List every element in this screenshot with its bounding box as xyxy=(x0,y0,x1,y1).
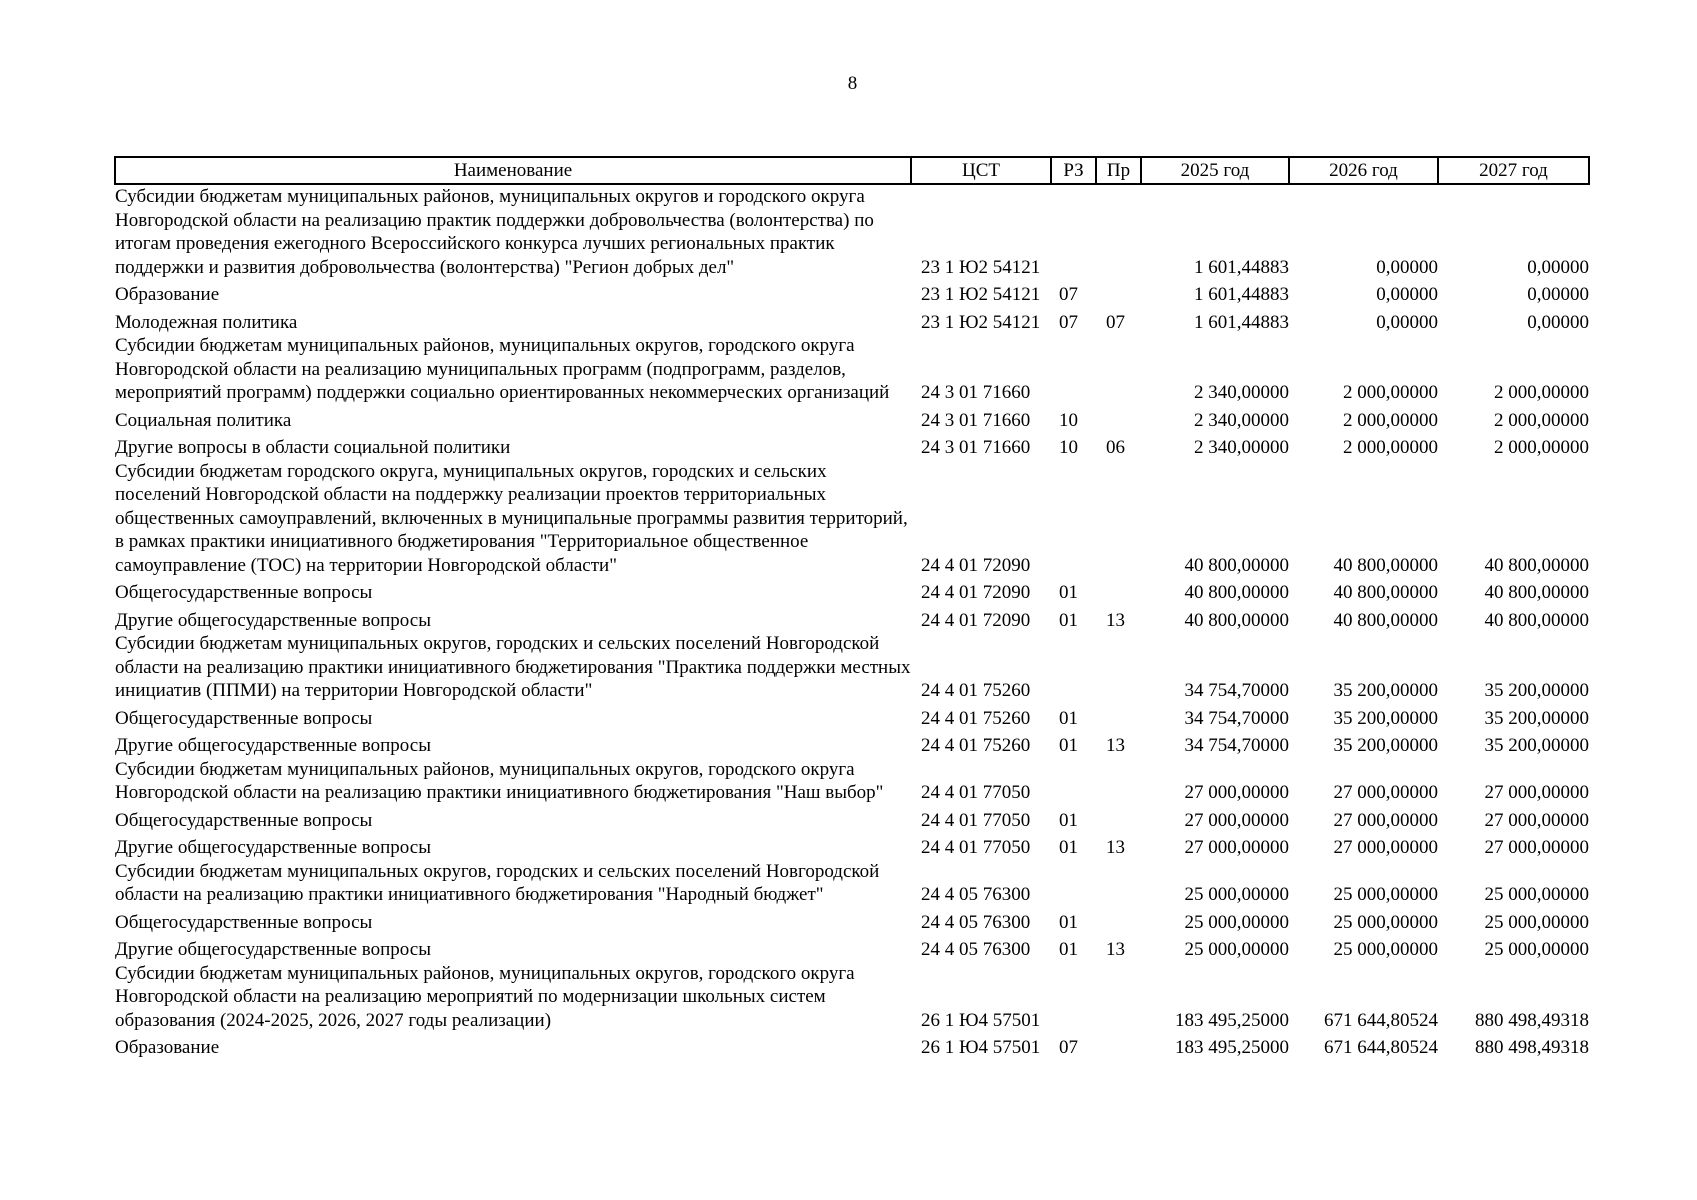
cell-name: Образование xyxy=(115,1037,220,1058)
header-cst: ЦСТ xyxy=(911,157,1051,184)
cell-name: Образование xyxy=(115,284,220,305)
cell-2025: 40 800,00000 xyxy=(1184,582,1289,603)
cell-rz: 01 xyxy=(1059,735,1078,756)
cell-2026: 671 644,80524 xyxy=(1324,1037,1438,1058)
cell-rz: 01 xyxy=(1059,609,1078,631)
cell-rz xyxy=(1051,632,1096,703)
cell-2026: 2 000,00000 xyxy=(1343,437,1438,458)
cell-pr xyxy=(1096,405,1141,433)
cell-2025: 40 800,00000 xyxy=(1184,554,1289,576)
cell-2027: 880 498,49318 xyxy=(1475,1009,1589,1031)
cell-rz: 10 xyxy=(1059,409,1078,431)
table-row xyxy=(115,1032,1589,1060)
cell-2026: 2 000,00000 xyxy=(1343,409,1438,431)
cell-2027: 25 000,00000 xyxy=(1484,884,1589,905)
cell-2026: 671 644,80524 xyxy=(1324,1009,1438,1031)
cell-pr xyxy=(1096,860,1141,907)
header-2025: 2025 год xyxy=(1141,157,1289,184)
cell-pr: 13 xyxy=(1106,939,1125,960)
cell-cst: 26 1 Ю4 57501 xyxy=(921,1009,1041,1031)
cell-2027: 27 000,00000 xyxy=(1484,809,1589,831)
cell-name: Субсидии бюджетам муниципальных округов, городских и сельских поселений Новгородской области на реализацию практики инициативного бюджетирования "Народный бюджет" xyxy=(115,860,880,905)
cell-2025: 25 000,00000 xyxy=(1184,884,1289,905)
cell-name: Другие общегосударственные вопросы xyxy=(115,837,431,858)
table-row xyxy=(115,632,1589,703)
cell-2025: 27 000,00000 xyxy=(1184,837,1289,858)
table-row xyxy=(115,307,1589,335)
cell-pr xyxy=(1096,460,1141,578)
cell-2025: 25 000,00000 xyxy=(1184,911,1289,933)
table-row xyxy=(115,460,1589,578)
table-row xyxy=(115,405,1589,433)
cell-cst: 24 4 01 75260 xyxy=(921,735,1031,756)
cell-pr: 13 xyxy=(1106,609,1125,631)
table-row xyxy=(115,832,1589,860)
cell-name: Другие вопросы в области социальной политики xyxy=(115,437,511,458)
cell-2027: 35 200,00000 xyxy=(1484,707,1589,729)
table-row xyxy=(115,805,1589,833)
cell-pr xyxy=(1096,577,1141,605)
cell-2026: 27 000,00000 xyxy=(1333,837,1438,858)
cell-cst: 23 1 Ю2 54121 xyxy=(921,311,1041,333)
header-rz: РЗ xyxy=(1051,157,1096,184)
cell-2025: 183 495,25000 xyxy=(1175,1037,1289,1058)
cell-pr: 07 xyxy=(1106,311,1125,333)
cell-2025: 25 000,00000 xyxy=(1184,939,1289,960)
cell-2026: 40 800,00000 xyxy=(1333,582,1438,603)
cell-2025: 27 000,00000 xyxy=(1184,809,1289,831)
cell-rz: 01 xyxy=(1059,809,1078,831)
cell-name: Общегосударственные вопросы xyxy=(115,707,373,729)
cell-2025: 2 340,00000 xyxy=(1194,382,1289,403)
table-body xyxy=(115,184,1589,1060)
cell-pr xyxy=(1096,962,1141,1033)
cell-rz: 07 xyxy=(1059,284,1078,305)
table-row xyxy=(115,279,1589,307)
cell-cst: 24 4 01 75260 xyxy=(921,707,1031,729)
cell-rz: 01 xyxy=(1059,582,1078,603)
cell-name: Субсидии бюджетам муниципальных округов, городских и сельских поселений Новгородской области на реализацию практики инициативного бюджетирования "Практика поддержки местных инициатив (ППМИ) на территории Новгородской области" xyxy=(115,633,911,701)
cell-name: Субсидии бюджетам муниципальных районов, муниципальных округов и городского округа Новгородской области на реализацию практик поддержки добровольчества (волонтерства) по итогам проведения ежегодного Всероссийского конкурса лучших региональных практик поддержки и развития добровольчества (волонтерства) "Регион добрых дел" xyxy=(115,186,874,278)
header-2026: 2026 год xyxy=(1289,157,1438,184)
table-row xyxy=(115,758,1589,805)
cell-cst: 24 3 01 71660 xyxy=(921,382,1031,403)
table-row xyxy=(115,934,1589,962)
cell-2027: 35 200,00000 xyxy=(1484,680,1589,701)
cell-2027: 25 000,00000 xyxy=(1484,911,1589,933)
cell-2025: 1 601,44883 xyxy=(1194,256,1289,278)
cell-name: Другие общегосударственные вопросы xyxy=(115,609,431,631)
cell-2026: 25 000,00000 xyxy=(1333,911,1438,933)
cell-name: Субсидии бюджетам муниципальных районов, муниципальных округов, городского округа Новгородской области на реализацию муниципальных программ (подпрограмм, разделов, мероприятий программ) поддержки социально ориентированных некоммерческих организаций xyxy=(115,335,890,403)
cell-2025: 2 340,00000 xyxy=(1194,437,1289,458)
cell-rz xyxy=(1051,460,1096,578)
cell-pr xyxy=(1096,1032,1141,1060)
cell-2025: 1 601,44883 xyxy=(1194,311,1289,333)
cell-2027: 27 000,00000 xyxy=(1484,782,1589,803)
cell-name: Общегосударственные вопросы xyxy=(115,911,373,933)
cell-cst: 23 1 Ю2 54121 xyxy=(921,256,1041,278)
cell-2027: 40 800,00000 xyxy=(1484,609,1589,631)
table-row xyxy=(115,962,1589,1033)
table-header-row xyxy=(115,157,1589,184)
cell-cst: 24 3 01 71660 xyxy=(921,437,1031,458)
cell-2027: 2 000,00000 xyxy=(1494,382,1589,403)
cell-name: Другие общегосударственные вопросы xyxy=(115,939,431,960)
cell-pr xyxy=(1096,907,1141,935)
cell-name: Социальная политика xyxy=(115,409,292,431)
cell-pr xyxy=(1096,334,1141,405)
cell-2026: 25 000,00000 xyxy=(1333,939,1438,960)
cell-cst: 24 4 01 72090 xyxy=(921,582,1031,603)
cell-cst: 24 4 05 76300 xyxy=(921,939,1031,960)
cell-2026: 35 200,00000 xyxy=(1333,707,1438,729)
cell-rz: 01 xyxy=(1059,911,1078,933)
cell-cst: 23 1 Ю2 54121 xyxy=(921,284,1041,305)
cell-2025: 27 000,00000 xyxy=(1184,782,1289,803)
budget-table xyxy=(114,156,1590,1060)
cell-pr xyxy=(1096,184,1141,279)
cell-cst: 24 4 01 77050 xyxy=(921,782,1031,803)
header-2027: 2027 год xyxy=(1438,157,1589,184)
cell-name: Субсидии бюджетам городского округа, муниципальных округов, городских и сельских поселений Новгородской области на поддержку реализации проектов территориальных общественных самоуправлений, включенных в муниципальные программы развития территорий, в рамках практики инициативного бюджетирования "Территориальное общественное самоуправление (ТОС) на территории Новгородской области" xyxy=(115,460,908,576)
cell-rz: 07 xyxy=(1059,311,1078,333)
cell-rz xyxy=(1051,860,1096,907)
cell-cst: 26 1 Ю4 57501 xyxy=(921,1037,1041,1058)
table-row xyxy=(115,577,1589,605)
cell-cst: 24 4 05 76300 xyxy=(921,884,1031,905)
cell-2027: 2 000,00000 xyxy=(1494,409,1589,431)
cell-2025: 1 601,44883 xyxy=(1194,284,1289,305)
cell-2026: 40 800,00000 xyxy=(1333,609,1438,631)
cell-2027: 0,00000 xyxy=(1527,256,1589,278)
cell-pr: 13 xyxy=(1106,735,1125,756)
cell-2026: 40 800,00000 xyxy=(1333,554,1438,576)
table-row xyxy=(115,907,1589,935)
cell-cst: 24 4 01 72090 xyxy=(921,554,1031,576)
cell-2025: 2 340,00000 xyxy=(1194,409,1289,431)
cell-name: Общегосударственные вопросы xyxy=(115,582,373,603)
cell-rz xyxy=(1051,334,1096,405)
cell-2027: 2 000,00000 xyxy=(1494,437,1589,458)
cell-2026: 35 200,00000 xyxy=(1333,680,1438,701)
cell-2026: 2 000,00000 xyxy=(1343,382,1438,403)
cell-rz xyxy=(1051,184,1096,279)
cell-rz xyxy=(1051,962,1096,1033)
cell-cst: 24 4 01 77050 xyxy=(921,837,1031,858)
cell-cst: 24 4 01 77050 xyxy=(921,809,1031,831)
cell-rz: 01 xyxy=(1059,837,1078,858)
table-row xyxy=(115,860,1589,907)
cell-2026: 0,00000 xyxy=(1376,284,1438,305)
cell-pr xyxy=(1096,279,1141,307)
cell-rz xyxy=(1051,758,1096,805)
cell-rz: 10 xyxy=(1059,437,1078,458)
cell-2026: 0,00000 xyxy=(1376,311,1438,333)
cell-pr xyxy=(1096,805,1141,833)
cell-2026: 25 000,00000 xyxy=(1333,884,1438,905)
cell-rz: 01 xyxy=(1059,939,1078,960)
cell-2025: 40 800,00000 xyxy=(1184,609,1289,631)
table-row xyxy=(115,730,1589,758)
cell-name: Молодежная политика xyxy=(115,311,298,333)
cell-2025: 34 754,70000 xyxy=(1184,707,1289,729)
page-number: 8 xyxy=(847,73,858,94)
cell-2027: 35 200,00000 xyxy=(1484,735,1589,756)
cell-pr: 06 xyxy=(1106,437,1125,458)
header-name: Наименование xyxy=(115,157,911,184)
cell-2027: 880 498,49318 xyxy=(1475,1037,1589,1058)
cell-name: Субсидии бюджетам муниципальных районов, муниципальных округов, городского округа Новгородской области на реализацию практики инициативного бюджетирования "Наш выбор" xyxy=(115,758,884,803)
cell-pr xyxy=(1096,703,1141,731)
cell-2027: 0,00000 xyxy=(1527,311,1589,333)
cell-2026: 27 000,00000 xyxy=(1333,782,1438,803)
cell-name: Общегосударственные вопросы xyxy=(115,809,373,831)
cell-2027: 0,00000 xyxy=(1527,284,1589,305)
table-row xyxy=(115,432,1589,460)
cell-cst: 24 4 01 72090 xyxy=(921,609,1031,631)
cell-2026: 27 000,00000 xyxy=(1333,809,1438,831)
cell-name: Другие общегосударственные вопросы xyxy=(115,735,431,756)
cell-2027: 27 000,00000 xyxy=(1484,837,1589,858)
table-row xyxy=(115,605,1589,633)
cell-rz: 07 xyxy=(1059,1037,1078,1058)
cell-2025: 34 754,70000 xyxy=(1184,680,1289,701)
cell-cst: 24 3 01 71660 xyxy=(921,409,1031,431)
cell-cst: 24 4 05 76300 xyxy=(921,911,1031,933)
cell-2027: 25 000,00000 xyxy=(1484,939,1589,960)
header-pr: Пр xyxy=(1096,157,1141,184)
cell-2027: 40 800,00000 xyxy=(1484,554,1589,576)
cell-pr xyxy=(1096,632,1141,703)
table-row xyxy=(115,703,1589,731)
table-row xyxy=(115,184,1589,279)
cell-2026: 0,00000 xyxy=(1376,256,1438,278)
cell-2027: 40 800,00000 xyxy=(1484,582,1589,603)
cell-cst: 24 4 01 75260 xyxy=(921,680,1031,701)
cell-2025: 34 754,70000 xyxy=(1184,735,1289,756)
table-row xyxy=(115,334,1589,405)
cell-name: Субсидии бюджетам муниципальных районов, муниципальных округов, городского округа Новгородской области на реализацию мероприятий по модернизации школьных систем образования (2024-2025, 2026, 2027 годы реализации) xyxy=(115,962,855,1031)
cell-2026: 35 200,00000 xyxy=(1333,735,1438,756)
cell-rz: 01 xyxy=(1059,707,1078,729)
cell-pr xyxy=(1096,758,1141,805)
cell-pr: 13 xyxy=(1106,837,1125,858)
cell-2025: 183 495,25000 xyxy=(1175,1009,1289,1031)
